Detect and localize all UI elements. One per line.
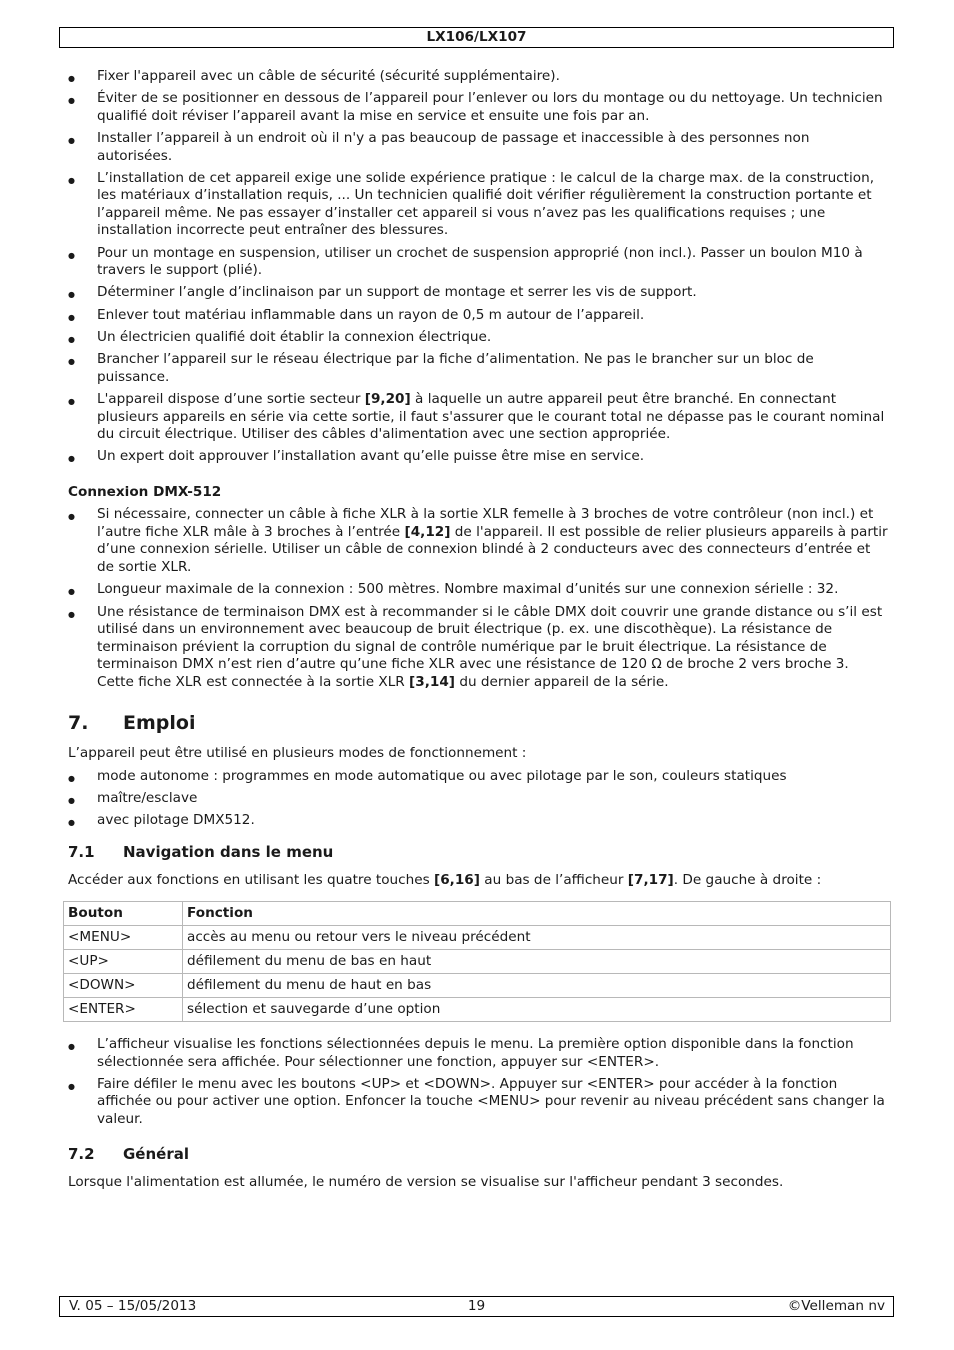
list-item: [68, 604, 888, 692]
section-number: 7.1: [68, 842, 95, 861]
list-item: ● Un expert doit approuver l’installation avant qu’elle puisse être mise en service.: [68, 448, 888, 466]
dmx-list: [68, 506, 888, 691]
menu-notes-list: [68, 1036, 888, 1128]
list-item: ● Déterminer l’angle d’inclinaison par un support de montage et serrer les vis de support.: [68, 284, 888, 302]
table-cell: défilement du menu de haut en bas: [183, 974, 891, 998]
modes-list: [68, 768, 888, 830]
section-title: Emploi: [123, 712, 196, 735]
table-row: [64, 998, 891, 1022]
list-item: ● Faire défiler le menu avec les boutons <UP> et <DOWN>. Appuyer sur <ENTER> pour accéder à la fonction affichée ou pour activer une option. Enfoncer la touche <MENU> pour revenir au niveau précédent sans changer la valeur.: [68, 1076, 888, 1129]
page-header: [59, 27, 894, 48]
list-item: ● Éviter de se positionner en dessous de l’appareil pour l’enlever ou lors du montage ou du nettoyage. Un technicien qualifié doit réviser l’appareil avant la mise en service et ensuite une fois par an.: [68, 90, 888, 125]
list-item: ● avec pilotage DMX512.: [68, 812, 888, 830]
list-item: ● maître/esclave: [68, 790, 888, 808]
list-item: ● Un électricien qualifié doit établir la connexion électrique.: [68, 329, 888, 347]
footer-version: V. 05 – 15/05/2013: [69, 1298, 197, 1314]
list-item: [68, 391, 888, 444]
section-7-heading: [68, 711, 888, 735]
column-header: Fonction: [183, 902, 891, 926]
table-cell: défilement du menu de bas en haut: [183, 950, 891, 974]
text-span: Si nécessaire, connecter un câble à fiche XLR à la sortie XLR femelle à 3 broches de votre contrôleur (non incl.) et l’autre fiche XLR mâle à 3 broches à l’entrée: [97, 506, 874, 540]
reference-number: [7,17]: [627, 871, 674, 888]
table-cell: <ENTER>: [64, 998, 183, 1022]
header-title: LX106/LX107: [426, 29, 527, 45]
section-7-2-text: Lorsque l'alimentation est allumée, le numéro de version se visualise sur l'afficheur pendant 3 secondes.: [68, 1174, 784, 1191]
text-span: à laquelle un autre appareil peut être branché. En connectant plusieurs appareils en série via cette sortie, il faut s'assurer que le courant total ne dépasse pas le courant nominal du circuit électrique. Utiliser des câbles d'alimentation avec une section appropriée.: [97, 391, 885, 443]
list-item: ● Brancher l’appareil sur le réseau électrique par la fiche d’alimentation. Ne pas le brancher sur un bloc de puissance.: [68, 351, 888, 386]
table-cell: <UP>: [64, 950, 183, 974]
safety-list: [68, 68, 888, 466]
text-span: . De gauche à droite :: [673, 871, 822, 888]
table-cell: <MENU>: [64, 926, 183, 950]
footer-copyright: ©Velleman nv: [787, 1298, 885, 1314]
text-span: au bas de l’afficheur: [479, 871, 628, 888]
list-item: ● Installer l’appareil à un endroit où il n'y a pas beaucoup de passage et inaccessible à des personnes non autorisées.: [68, 130, 888, 165]
list-item: ● L’afficheur visualise les fonctions sélectionnées depuis le menu. La première option disponible dans la fonction sélectionnée sera affichée. Pour sélectionner une fonction, appuyer sur <ENTER>.: [68, 1036, 888, 1071]
text-span: du dernier appareil de la série.: [455, 673, 669, 690]
section-title: Général: [123, 1145, 189, 1164]
footer-page-number: 19: [467, 1298, 486, 1314]
reference-number: [3,14]: [409, 673, 456, 690]
page-footer: [59, 1296, 894, 1317]
section-7-1-heading: [68, 842, 888, 862]
section-title: Navigation dans le menu: [123, 842, 334, 861]
reference-number: [4,12]: [404, 523, 451, 540]
table-cell: accès au menu ou retour vers le niveau précédent: [183, 926, 891, 950]
list-item: ● L’installation de cet appareil exige une solide expérience pratique : le calcul de la charge max. de la construction, les matériaux d’installation requis, ... Un technicien qualifié doit vérifier régulièrement la construction portante et l’appareil même. Ne pas essayer d’installer cet appareil si vous n’avez pas les qualifications requises ; une installation incorrecte peut entraîner des blessures.: [68, 170, 888, 240]
list-item: ● mode autonome : programmes en mode automatique ou avec pilotage par le son, couleurs statiques: [68, 768, 888, 786]
table-row: [64, 926, 891, 950]
text-span: Accéder aux fonctions en utilisant les quatre touches: [68, 871, 435, 888]
dmx-heading: Connexion DMX-512: [68, 483, 222, 500]
text-span: de l'appareil. Il est possible de relier plusieurs appareils à partir d’une connexion sérielle. Utiliser un câble de connexion blindé à 2 conducteurs avec des connecteurs d’entrée et de sortie XLR.: [97, 523, 888, 575]
list-item: ● Pour un montage en suspension, utiliser un crochet de suspension approprié (non incl.). Passer un boulon M10 à travers le support (plié).: [68, 245, 888, 280]
table-row: [64, 950, 891, 974]
reference-number: [9,20]: [364, 391, 411, 408]
column-header: Bouton: [64, 902, 183, 926]
list-item: ● Enlever tout matériau inflammable dans un rayon de 0,5 m autour de l’appareil.: [68, 307, 888, 325]
reference-number: [6,16]: [434, 871, 480, 888]
list-item: [68, 506, 888, 576]
list-item: ● Longueur maximale de la connexion : 500 mètres. Nombre maximal d’unités sur une connexion sérielle : 32.: [68, 581, 888, 599]
text-span: Une résistance de terminaison DMX est à recommander si le câble DMX doit couvrir une grande distance ou s’il est utilisé dans un environnement avec beaucoup de bruit électrique (p. ex. une discothèque). La résistance de terminaison prévient la corruption du signal de contrôle numérique par le bruit électrique. La résistance de terminaison DMX n’est rien d’autre qu’une fiche XLR avec une résistance de 120 Ω de broche 2 vers broche 3. Cette fiche XLR est connectée à la sortie XLR: [97, 603, 883, 690]
section-number: 7.: [68, 712, 89, 735]
page-content: [68, 68, 888, 1197]
list-item: ● Fixer l'appareil avec un câble de sécurité (sécurité supplémentaire).: [68, 68, 888, 86]
section-number: 7.2: [68, 1145, 95, 1164]
button-function-table: [63, 901, 891, 1022]
table-cell: <DOWN>: [64, 974, 183, 998]
section-7-1-intro: [68, 872, 888, 890]
text-span: L'appareil dispose d’une sortie secteur: [97, 391, 365, 408]
section-7-2-heading: [68, 1144, 888, 1164]
section-7-intro: L’appareil peut être utilisé en plusieurs modes de fonctionnement :: [68, 745, 527, 762]
table-header-row: [64, 902, 891, 926]
table-row: [64, 974, 891, 998]
table-cell: sélection et sauvegarde d’une option: [183, 998, 891, 1022]
